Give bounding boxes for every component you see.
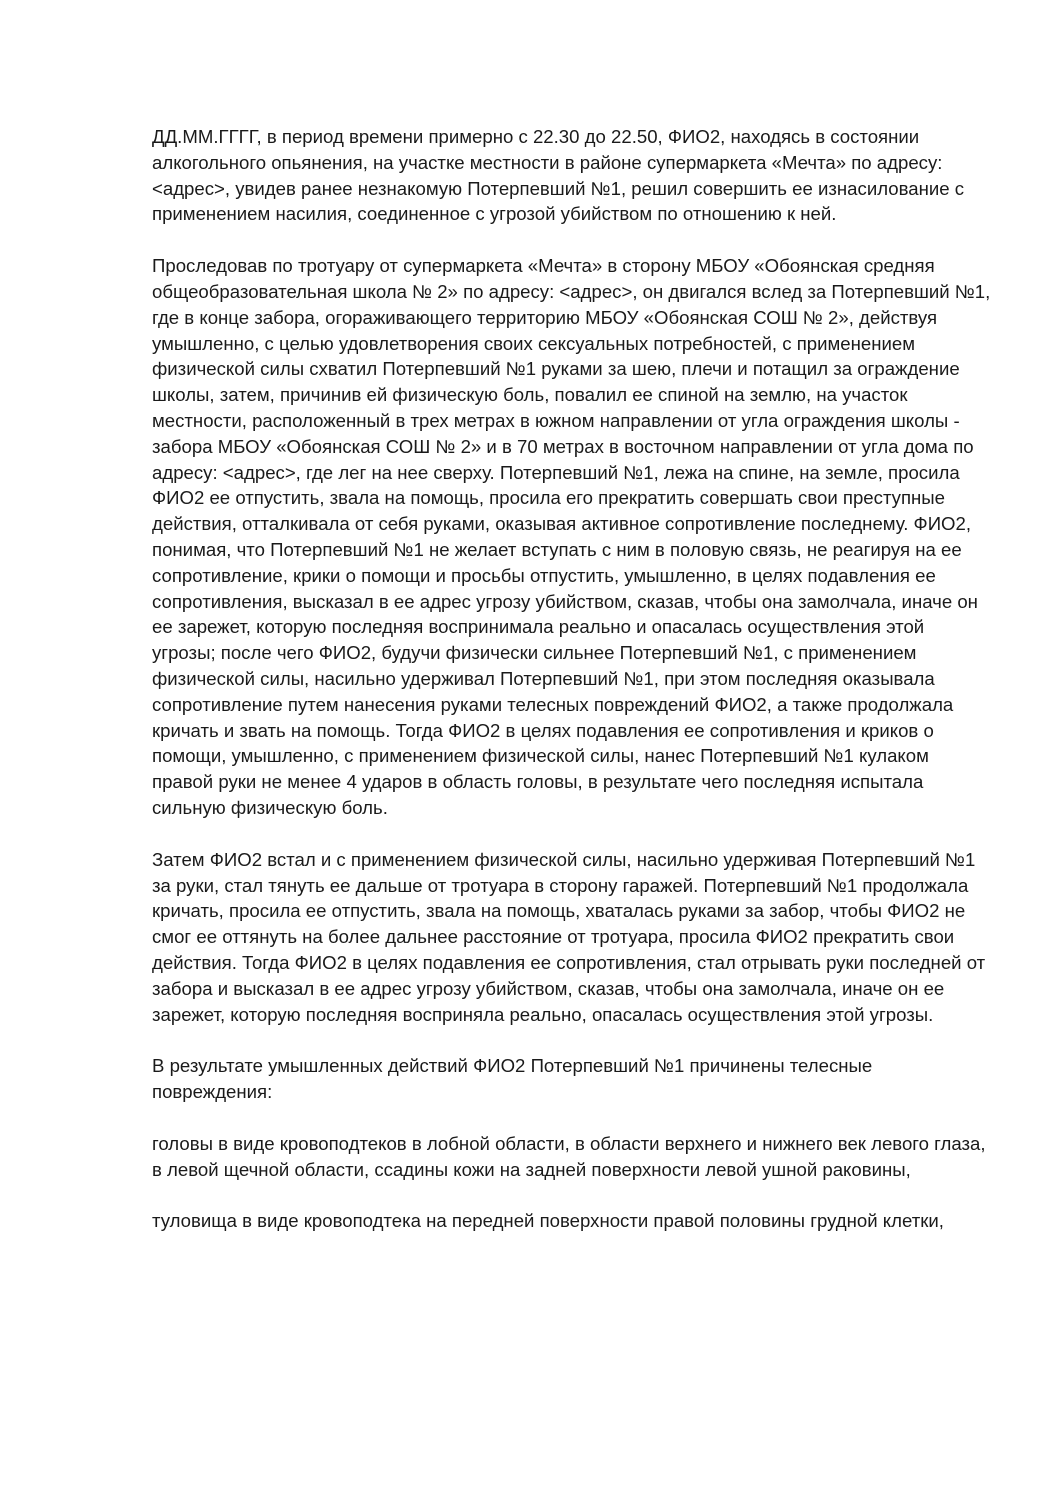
- document-body: [152, 124, 992, 1234]
- paragraph-assault-description: Проследовав по тротуару от супермаркета «Мечта» в сторону МБОУ «Обоянская средняя общеобразовательная школа № 2» по адресу: <адрес>, он двигался вслед за Потерпевший №1, где в конце забора, огораживающего территорию МБОУ «Обоянская СОШ № 2», действуя умышленно, с целью удовлетворения своих сексуальных потребностей, с применением физической силы схватил Потерпевший №1 руками за шею, плечи и потащил за ограждение школы, затем, причинив ей физическую боль, повалил ее спиной на землю, на участок местности, расположенный в трех метрах в южном направлении от угла ограждения школы - забора МБОУ «Обоянская СОШ № 2» и в 70 метрах в восточном направлении от угла дома по адресу: <адрес>, где лег на нее сверху. Потерпевший №1, лежа на спине, на земле, просила ФИО2 ее отпустить, звала на помощь, просила его прекратить совершать свои преступные действия, отталкивала от себя руками, оказывая активное сопротивление последнему. ФИО2, понимая, что Потерпевший №1 не желает вступать с ним в половую связь, не реагируя на ее сопротивление, крики о помощи и просьбы отпустить, умышленно, в целях подавления ее сопротивления, высказал в ее адрес угрозу убийством, сказав, чтобы она замолчала, иначе он ее зарежет, которую последняя воспринимала реально и опасалась осуществления этой угрозы; после чего ФИО2, будучи физически сильнее Потерпевший №1, с применением физической силы, насильно удерживал Потерпевший №1, при этом последняя оказывала сопротивление путем нанесения руками телесных повреждений ФИО2, а также продолжала кричать и звать на помощь. Тогда ФИО2 в целях подавления ее сопротивления и криков о помощи, умышленно, с применением физической силы, нанес Потерпевший №1 кулаком правой руки не менее 4 ударов в область головы, в результате чего последняя испытала сильную физическую боль.: [152, 255, 991, 818]
- paragraph-torso-injuries: туловища в виде кровоподтека на передней поверхности правой половины грудной клетки,: [152, 1210, 944, 1232]
- paragraph-head-injuries: головы в виде кровоподтеков в лобной области, в области верхнего и нижнего век левого глаза, в левой щечной области, ссадины кожи на задней поверхности левой ушной раковины,: [152, 1132, 986, 1180]
- paragraph-incident-summary: ДД.ММ.ГГГГ, в период времени примерно с 22.30 до 22.50, ФИО2, находясь в состоянии алкогольного опьянения, на участке местности в районе супермаркета «Мечта» по адресу: <адрес>, увидев ранее незнакомую Потерпевший №1, решил совершить ее изнасилование с применением насилия, соединенное с угрозой убийством по отношению к ней.: [152, 126, 965, 225]
- paragraph-continued-actions: Затем ФИО2 встал и с применением физической силы, насильно удерживая Потерпевший №1 за руки, стал тянуть ее дальше от тротуара в сторону гаражей. Потерпевший №1 продолжала кричать, просила ее отпустить, звала на помощь, хваталась руками за забор, чтобы ФИО2 не смог ее оттянуть на более дальнее расстояние от тротуара, просила ФИО2 прекратить свои действия. Тогда ФИО2 в целях подавления ее сопротивления, стал отрывать руки последней от забора и высказал в ее адрес угрозу убийством, сказав, чтобы она замолчала, иначе он ее зарежет, которую последняя восприняла реально, опасалась осуществления этой угрозы.: [152, 848, 986, 1025]
- paragraph-injuries-intro: В результате умышленных действий ФИО2 Потерпевший №1 причинены телесные повреждения:: [152, 1055, 873, 1103]
